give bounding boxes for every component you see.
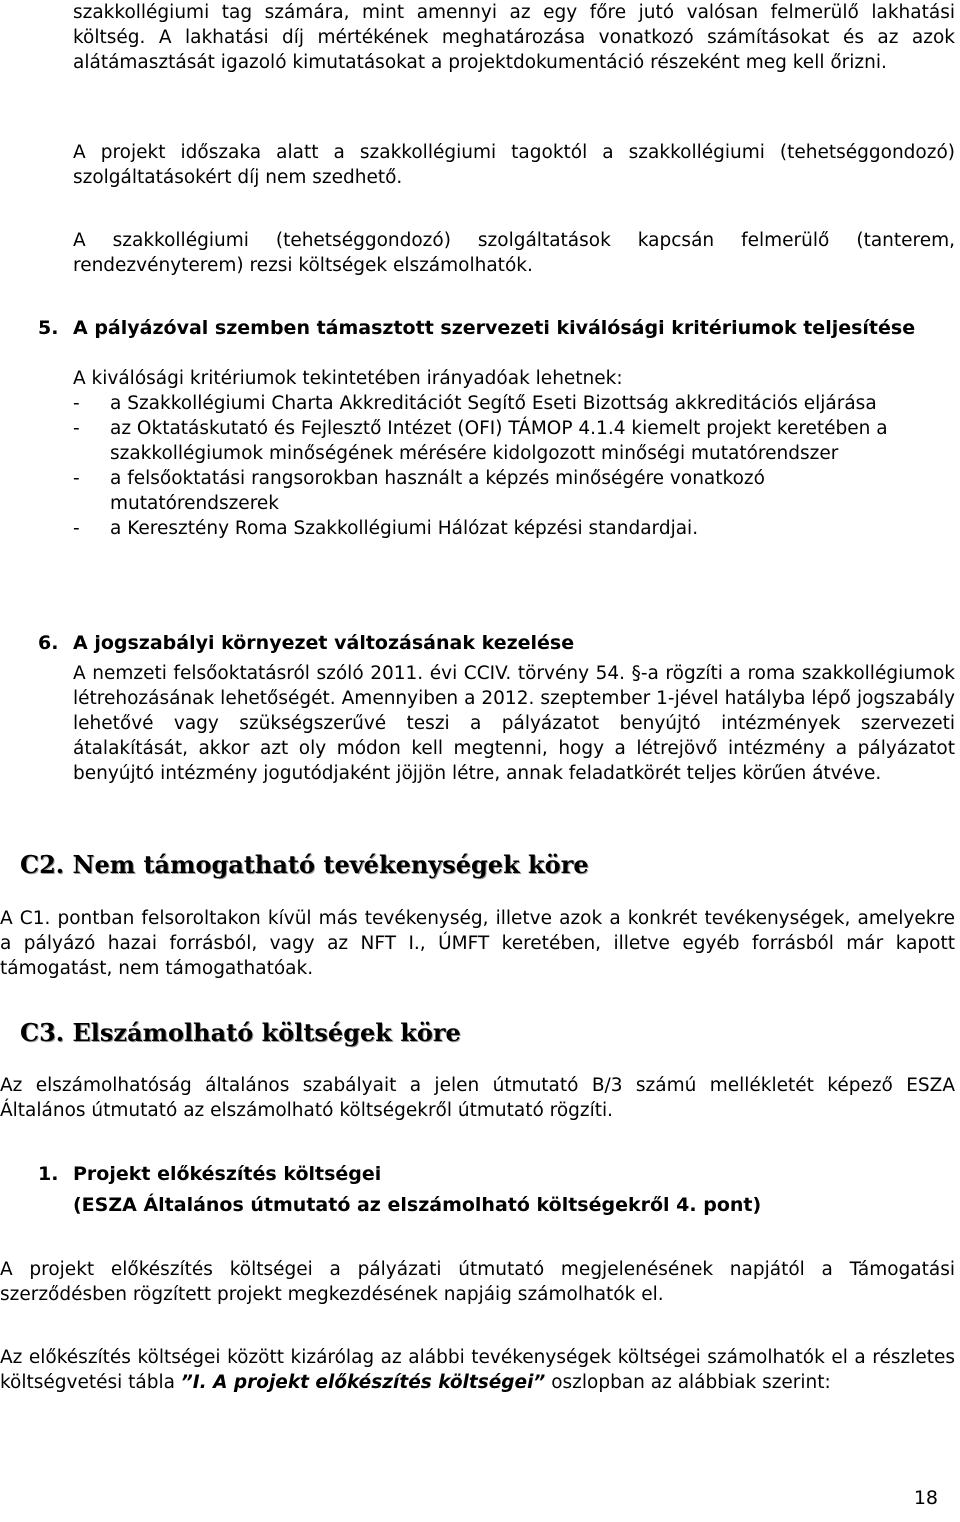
list-dash: -	[73, 393, 80, 414]
list-dash: -	[73, 418, 80, 439]
paragraph-utility-costs: A szakkollégiumi (tehetséggondozó) szolgáltatások kapcsán felmerülő (tanterem, rendezvényterem) rezsi költségek elszámolhatók.	[73, 230, 955, 276]
prep-costs-column-name: ”I. A projekt előkészítés költségei”	[180, 1372, 546, 1393]
list-dash: -	[73, 468, 80, 489]
c2-text: A C1. pontban felsoroltakon kívül más tevékenység, illetve azok a konkrét tevékenységek, amelyekre a pályázó hazai forrásból, vagy az NFT I., ÚMFT keretében, illetve egyéb forrásból már kapott támogatást, nem támogathatóak.	[0, 908, 955, 979]
paragraph-lodging-cost: szakkollégiumi tag számára, mint amennyi az egy főre jutó valósan felmerülő lakhatási költség. A lakhatási díj mértékének meghatározása vonatkozó számításokat és az azok alátámasztását igazoló kimutatásokat a projektdokumentáció részeként meg kell őrizni.	[73, 2, 955, 73]
section-5-intro: A kiválósági kritériumok tekintetében irányadóak lehetnek:	[73, 368, 623, 389]
section-6-heading	[38, 631, 574, 656]
list-item-text: az Oktatáskutató és Fejlesztő Intézet (OFI) TÁMOP 4.1.4 kiemelt projekt keretében a szakkollégiumok minőségének mérésére kidolgozott minőségi mutatórendszer	[110, 418, 888, 464]
list-item	[73, 416, 903, 466]
list-dash: -	[73, 518, 80, 539]
subsection-1-heading	[38, 1162, 381, 1187]
page-number: 18	[913, 1487, 938, 1509]
c2-heading: C2. Nem támogatható tevékenységek köre	[20, 850, 589, 879]
criteria-list	[73, 391, 903, 541]
section-5-number: 5.	[38, 317, 59, 339]
section-5-heading	[38, 316, 955, 341]
c3-heading: C3. Elszámolható költségek köre	[20, 1018, 461, 1047]
list-item	[73, 466, 903, 516]
c3-text: Az elszámolhatóság általános szabályait a jelen útmutató B/3 számú mellékletét képező ESZA Általános útmutató az elszámolható költségekről útmutató rögzíti.	[0, 1075, 955, 1121]
list-item-text: a felsőoktatási rangsorokban használt a képzés minőségére vonatkozó mutatórendszerek	[110, 468, 765, 514]
paragraph-prep-costs	[0, 1345, 955, 1395]
section-5-title: A pályázóval szemben támasztott szervezeti kiválósági kritériumok teljesítése	[73, 317, 916, 339]
list-item	[73, 391, 903, 416]
list-item-text: a Keresztény Roma Szakkollégiumi Hálózat képzési standardjai.	[110, 518, 699, 539]
section-6-text: A nemzeti felsőoktatásról szóló 2011. évi CCIV. törvény 54. §-a rögzíti a roma szakkollégiumok létrehozásának lehetőségét. Amennyiben a 2012. szeptember 1-jével hatályba lépő jogszabály lehetővé vagy szükségszerűvé teszi a pályázatot benyújtó intézmények szervezeti átalakítását, akkor azt oly módon kell megtenni, hogy a létrejövő intézmény a pályázatot benyújtó intézmény jogutódjaként jöjjön létre, annak feladatkörét teljes körűen átvéve.	[73, 663, 955, 784]
list-item	[73, 516, 903, 541]
subsection-1-title: Projekt előkészítés költségei	[73, 1163, 382, 1185]
paragraph-prep-period: A projekt előkészítés költségei a pályázati útmutató megjelenésének napjától a Támogatási szerződésben rögzített projekt megkezdésének napjáig számolhatók el.	[0, 1259, 955, 1305]
paragraph-no-fee: A projekt időszaka alatt a szakkollégiumi tagoktól a szakkollégiumi (tehetséggondozó) szolgáltatásokért díj nem szedhető.	[73, 142, 955, 188]
section-6-number: 6.	[38, 632, 59, 654]
list-item-text: a Szakkollégiumi Charta Akkreditációt Segítő Eseti Bizottság akkreditációs eljárása	[110, 393, 877, 414]
subsection-1-number: 1.	[38, 1163, 59, 1185]
prep-costs-text-after: oszlopban az alábbiak szerint:	[545, 1372, 831, 1393]
subsection-1-reference: (ESZA Általános útmutató az elszámolható költségekről 4. pont)	[73, 1194, 762, 1216]
prep-costs-text-before: Az előkészítés költségei között kizárólag az alábbi tevékenységek költségei számolhatók el a részletes költségvetési tábla	[0, 1347, 955, 1393]
section-6-title: A jogszabályi környezet változásának kezelése	[73, 632, 575, 654]
